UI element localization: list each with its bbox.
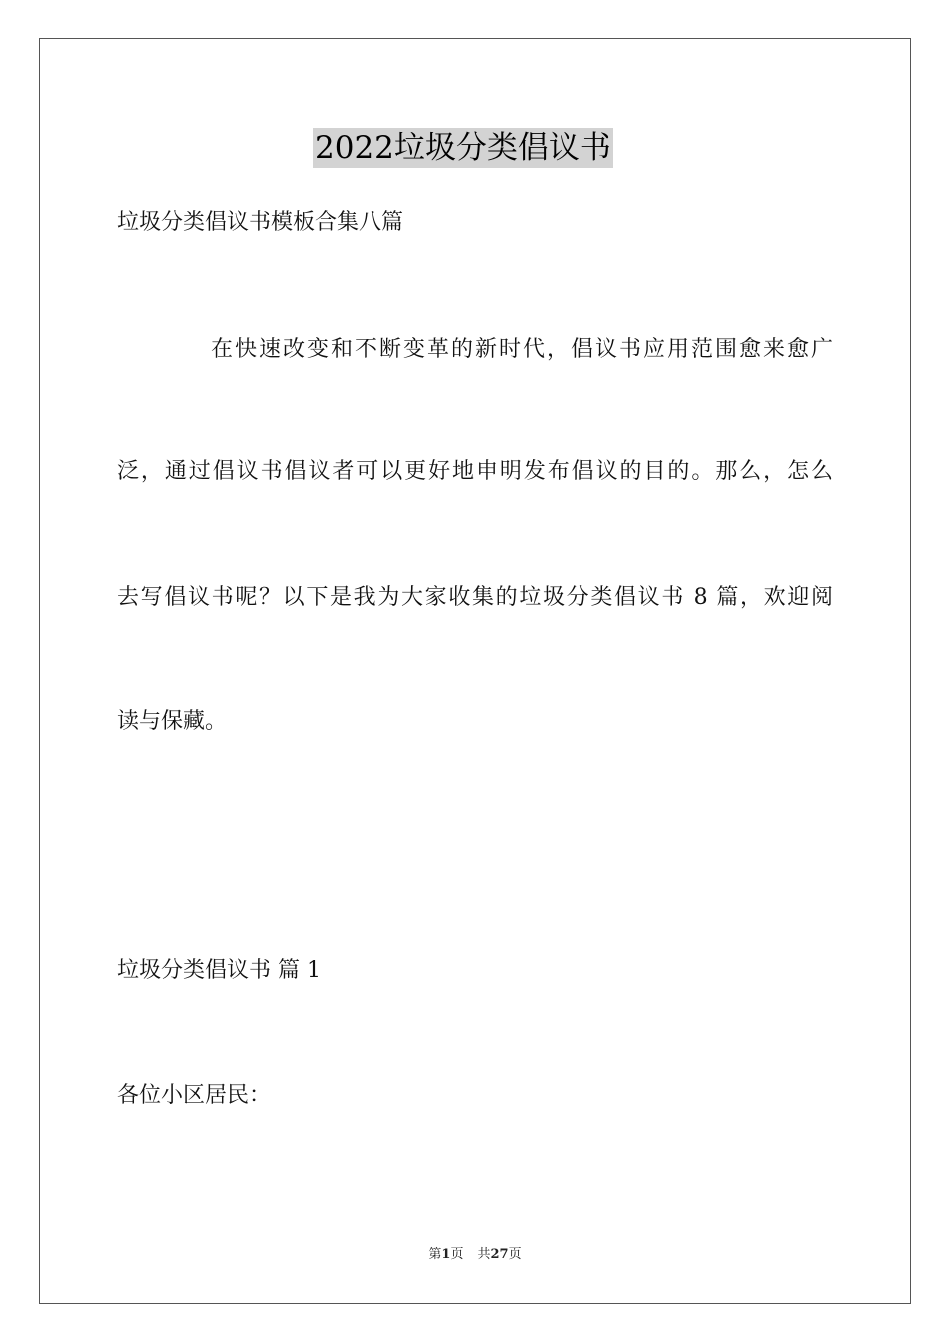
- page-suffix: 页: [450, 1247, 464, 1262]
- page-footer: [0, 1246, 950, 1264]
- current-page-number: 1: [441, 1247, 451, 1262]
- page-prefix: 第: [428, 1247, 442, 1262]
- total-suffix: 页: [508, 1247, 522, 1262]
- intro-line-3: 去写倡议书呢？以下是我为大家收集的垃圾分类倡议书 8 篇，欢迎阅: [117, 585, 833, 610]
- total-pages-number: 27: [490, 1247, 509, 1262]
- intro-line-4: 读与保藏。: [117, 709, 228, 734]
- document-title: 2022垃圾分类倡议书: [315, 130, 611, 166]
- salutation: 各位小区居民：: [117, 1083, 272, 1108]
- document-subtitle: 垃圾分类倡议书模板合集八篇: [117, 210, 404, 235]
- total-prefix: 共: [477, 1247, 491, 1262]
- intro-line-2: 泛，通过倡议书倡议者可以更好地申明发布倡议的目的。那么，怎么: [117, 459, 833, 484]
- section-heading: 垃圾分类倡议书 篇 1: [117, 958, 321, 983]
- intro-line-1: 在快速改变和不断变革的新时代，倡议书应用范围愈来愈广: [211, 337, 833, 362]
